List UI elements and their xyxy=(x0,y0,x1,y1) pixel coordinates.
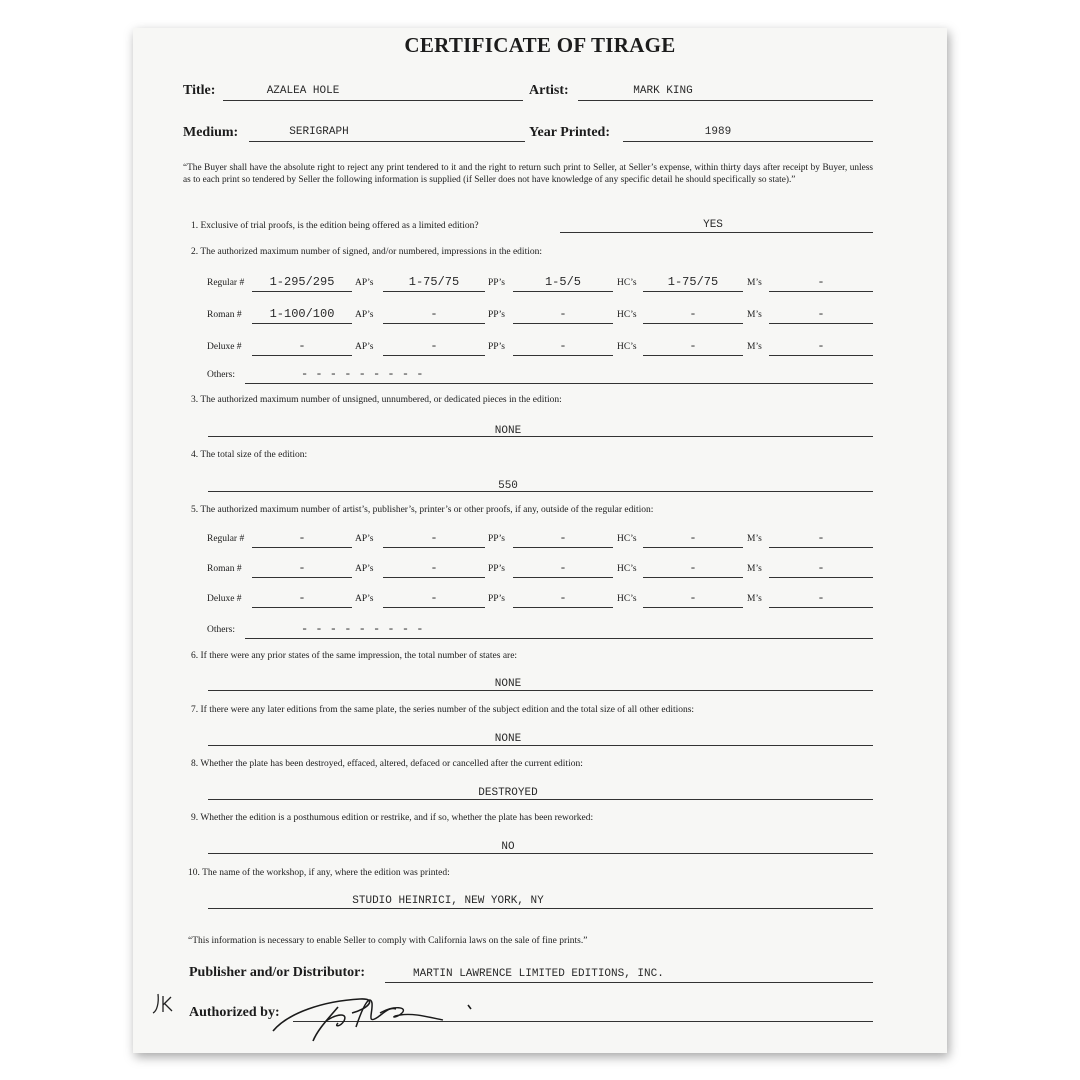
q2-grid-regular-m-label: M’s xyxy=(747,278,762,288)
q5-grid-regular-pp-line xyxy=(513,547,613,548)
q2-grid-roman-hc-value: - xyxy=(689,307,697,321)
q5-grid-roman-pp-line xyxy=(513,577,613,578)
q5-grid-deluxe-label: Deluxe # xyxy=(207,594,242,604)
q2-grid-deluxe-hc-label: HC’s xyxy=(617,342,637,352)
q2-grid-roman-ap-label: AP’s xyxy=(355,310,374,320)
q5-grid-deluxe-m-label: M’s xyxy=(747,594,762,604)
q2-grid-roman-m-line xyxy=(769,323,873,324)
q2-grid-regular-ap-label: AP’s xyxy=(355,278,374,288)
q2-grid-roman-num-line xyxy=(252,323,352,324)
answer-6-line xyxy=(208,690,873,691)
q5-grid-roman-hc-value: - xyxy=(689,561,697,575)
q5-grid-deluxe-hc-label: HC’s xyxy=(617,594,637,604)
artist-label: Artist: xyxy=(529,83,569,98)
answer-9-line xyxy=(208,853,873,854)
answer-3: NONE xyxy=(494,425,522,437)
q5-grid-regular-hc-label: HC’s xyxy=(617,534,637,544)
answer-4: 550 xyxy=(498,480,518,492)
q2-grid-regular-hc-label: HC’s xyxy=(617,278,637,288)
q5-grid-regular-ap-value: - xyxy=(430,531,438,545)
q5-grid-roman-m-line xyxy=(769,577,873,578)
q2-grid-others-line xyxy=(245,383,873,384)
q2-grid-deluxe-pp-line xyxy=(513,355,613,356)
q2-grid-deluxe-hc-value: - xyxy=(689,339,697,353)
answer-7: NONE xyxy=(494,733,522,745)
q5-grid-regular-m-label: M’s xyxy=(747,534,762,544)
q2-grid-roman-m-value: - xyxy=(817,307,825,321)
q2-grid-regular-m-line xyxy=(769,291,873,292)
q2-grid-regular-label: Regular # xyxy=(207,278,245,288)
q2-grid-deluxe-hc-line xyxy=(643,355,743,356)
title-value: AZALEA HOLE xyxy=(266,85,340,97)
q2-grid-regular-m-value: - xyxy=(817,275,825,289)
q5-grid-roman-hc-label: HC’s xyxy=(617,564,637,574)
year-underline xyxy=(623,141,873,142)
q5-grid-deluxe-pp-label: PP’s xyxy=(488,594,505,604)
question-2: 2. The authorized maximum number of signed, and/or numbered, impressions in the edition: xyxy=(191,247,542,257)
q2-grid-deluxe-m-line xyxy=(769,355,873,356)
publisher-label: Publisher and/or Distributor: xyxy=(189,965,366,980)
q5-grid-regular-pp-label: PP’s xyxy=(488,534,505,544)
question-8: 8. Whether the plate has been destroyed, effaced, altered, defaced or cancelled after the current edition: xyxy=(191,759,583,769)
q2-grid-deluxe-m-value: - xyxy=(817,339,825,353)
q5-grid-roman-hc-line xyxy=(643,577,743,578)
q5-grid-others-value: - - - - - - - - - xyxy=(301,622,424,636)
question-3: 3. The authorized maximum number of unsigned, unnumbered, or dedicated pieces in the edition: xyxy=(191,395,562,405)
q2-grid-deluxe-ap-value: - xyxy=(430,339,438,353)
q5-grid-deluxe-hc-value: - xyxy=(689,591,697,605)
question-9: 9. Whether the edition is a posthumous edition or restrike, and if so, whether the plate has been reworked: xyxy=(191,813,594,823)
answer-1: YES xyxy=(703,219,723,231)
q5-grid-roman-ap-value: - xyxy=(430,561,438,575)
answer-7-line xyxy=(208,745,873,746)
q2-grid-regular-pp-label: PP’s xyxy=(488,278,505,288)
signature-initials xyxy=(151,991,175,1017)
q5-grid-roman-num-line xyxy=(252,577,352,578)
answer-10: STUDIO HEINRICI, NEW YORK, NY xyxy=(352,895,544,907)
q5-grid-deluxe-ap-line xyxy=(383,607,485,608)
q2-grid-deluxe-m-label: M’s xyxy=(747,342,762,352)
q5-grid-roman-pp-label: PP’s xyxy=(488,564,505,574)
q2-grid-roman-hc-label: HC’s xyxy=(617,310,637,320)
q2-grid-deluxe-num-line xyxy=(252,355,352,356)
question-1: 1. Exclusive of trial proofs, is the edition being offered as a limited edition? xyxy=(191,221,479,231)
q5-grid-regular-ap-line xyxy=(383,547,485,548)
q2-grid-others-value: - - - - - - - - - xyxy=(301,367,424,381)
q5-grid-others-label: Others: xyxy=(207,625,235,635)
publisher-value: MARTIN LAWRENCE LIMITED EDITIONS, INC. xyxy=(413,968,664,980)
answer-8-line xyxy=(208,799,873,800)
q5-grid-deluxe-pp-value: - xyxy=(559,591,567,605)
q2-grid-regular-ap-value: 1-75/75 xyxy=(408,275,460,289)
q5-grid-roman-num-value: - xyxy=(298,561,306,575)
q5-grid-regular-hc-line xyxy=(643,547,743,548)
q2-grid-regular-ap-line xyxy=(383,291,485,292)
q5-grid-roman-m-value: - xyxy=(817,561,825,575)
q2-grid-regular-hc-line xyxy=(643,291,743,292)
q2-grid-regular-num-line xyxy=(252,291,352,292)
q2-grid-roman-num-value: 1-100/100 xyxy=(269,307,335,321)
intro-paragraph: “The Buyer shall have the absolute right to reject any print tendered to it and the right to return such print to Seller, at Seller’s expense, within thirty days after receipt by Buyer, unless as to each print so tendered by Seller the following information is supplied (if Seller does not have knowledge of any specific detail he should specifically so state).” xyxy=(183,163,873,185)
q5-grid-deluxe-ap-label: AP’s xyxy=(355,594,374,604)
q2-grid-deluxe-ap-label: AP’s xyxy=(355,342,374,352)
q2-grid-deluxe-num-value: - xyxy=(298,339,306,353)
answer-6: NONE xyxy=(494,678,522,690)
q5-grid-roman-ap-line xyxy=(383,577,485,578)
q5-grid-deluxe-ap-value: - xyxy=(430,591,438,605)
q5-grid-regular-hc-value: - xyxy=(689,531,697,545)
q5-grid-deluxe-num-value: - xyxy=(298,591,306,605)
medium-underline xyxy=(249,141,525,142)
question-4: 4. The total size of the edition: xyxy=(191,450,308,460)
q2-grid-deluxe-ap-line xyxy=(383,355,485,356)
certificate-title: CERTIFICATE OF TIRAGE xyxy=(404,33,676,57)
handwritten-signature xyxy=(268,983,498,1043)
q5-grid-deluxe-pp-line xyxy=(513,607,613,608)
q2-grid-roman-ap-line xyxy=(383,323,485,324)
year-value: 1989 xyxy=(704,126,732,138)
q5-grid-roman-label: Roman # xyxy=(207,564,242,574)
certificate-page xyxy=(133,28,947,1053)
q2-grid-roman-hc-line xyxy=(643,323,743,324)
q2-grid-roman-ap-value: - xyxy=(430,307,438,321)
title-underline xyxy=(223,100,523,101)
answer-9: NO xyxy=(501,841,515,853)
q5-grid-deluxe-m-line xyxy=(769,607,873,608)
q2-grid-regular-hc-value: 1-75/75 xyxy=(667,275,719,289)
q2-grid-roman-pp-value: - xyxy=(559,307,567,321)
title-label: Title: xyxy=(183,83,216,98)
q5-grid-regular-num-value: - xyxy=(298,531,306,545)
q5-grid-regular-label: Regular # xyxy=(207,534,245,544)
q2-grid-roman-pp-label: PP’s xyxy=(488,310,505,320)
q2-grid-others-label: Others: xyxy=(207,370,235,380)
q2-grid-deluxe-pp-value: - xyxy=(559,339,567,353)
answer-1-line xyxy=(560,232,873,233)
q5-grid-regular-pp-value: - xyxy=(559,531,567,545)
q5-grid-roman-ap-label: AP’s xyxy=(355,564,374,574)
question-6: 6. If there were any prior states of the same impression, the total number of states are: xyxy=(191,651,518,661)
q5-grid-roman-pp-value: - xyxy=(559,561,567,575)
q5-grid-regular-m-line xyxy=(769,547,873,548)
q5-grid-deluxe-m-value: - xyxy=(817,591,825,605)
q2-grid-deluxe-label: Deluxe # xyxy=(207,342,242,352)
year-label: Year Printed: xyxy=(529,125,610,140)
q2-grid-roman-m-label: M’s xyxy=(747,310,762,320)
authorized-label: Authorized by: xyxy=(189,1005,280,1020)
footer-note: “This information is necessary to enable Seller to comply with California laws on the sale of fine prints.” xyxy=(188,936,588,946)
answer-10-line xyxy=(208,908,873,909)
q5-grid-regular-m-value: - xyxy=(817,531,825,545)
q5-grid-deluxe-num-line xyxy=(252,607,352,608)
question-7: 7. If there were any later editions from the same plate, the series number of the subject edition and the total size of all other editions: xyxy=(191,705,695,715)
q2-grid-roman-pp-line xyxy=(513,323,613,324)
q2-grid-regular-num-value: 1-295/295 xyxy=(269,275,335,289)
q2-grid-roman-label: Roman # xyxy=(207,310,242,320)
q5-grid-deluxe-hc-line xyxy=(643,607,743,608)
q5-grid-regular-num-line xyxy=(252,547,352,548)
answer-8: DESTROYED xyxy=(478,787,538,799)
q2-grid-regular-pp-line xyxy=(513,291,613,292)
q2-grid-deluxe-pp-label: PP’s xyxy=(488,342,505,352)
artist-value: MARK KING xyxy=(633,85,693,97)
medium-value: SERIGRAPH xyxy=(289,126,349,138)
question-10: 10. The name of the workshop, if any, where the edition was printed: xyxy=(188,868,450,878)
q5-grid-regular-ap-label: AP’s xyxy=(355,534,374,544)
q5-grid-others-line xyxy=(245,638,873,639)
artist-underline xyxy=(578,100,873,101)
medium-label: Medium: xyxy=(183,125,239,140)
question-5: 5. The authorized maximum number of artist’s, publisher’s, printer’s or other proofs, if any, outside of the regular edition: xyxy=(191,505,654,515)
q2-grid-regular-pp-value: 1-5/5 xyxy=(544,275,581,289)
q5-grid-roman-m-label: M’s xyxy=(747,564,762,574)
